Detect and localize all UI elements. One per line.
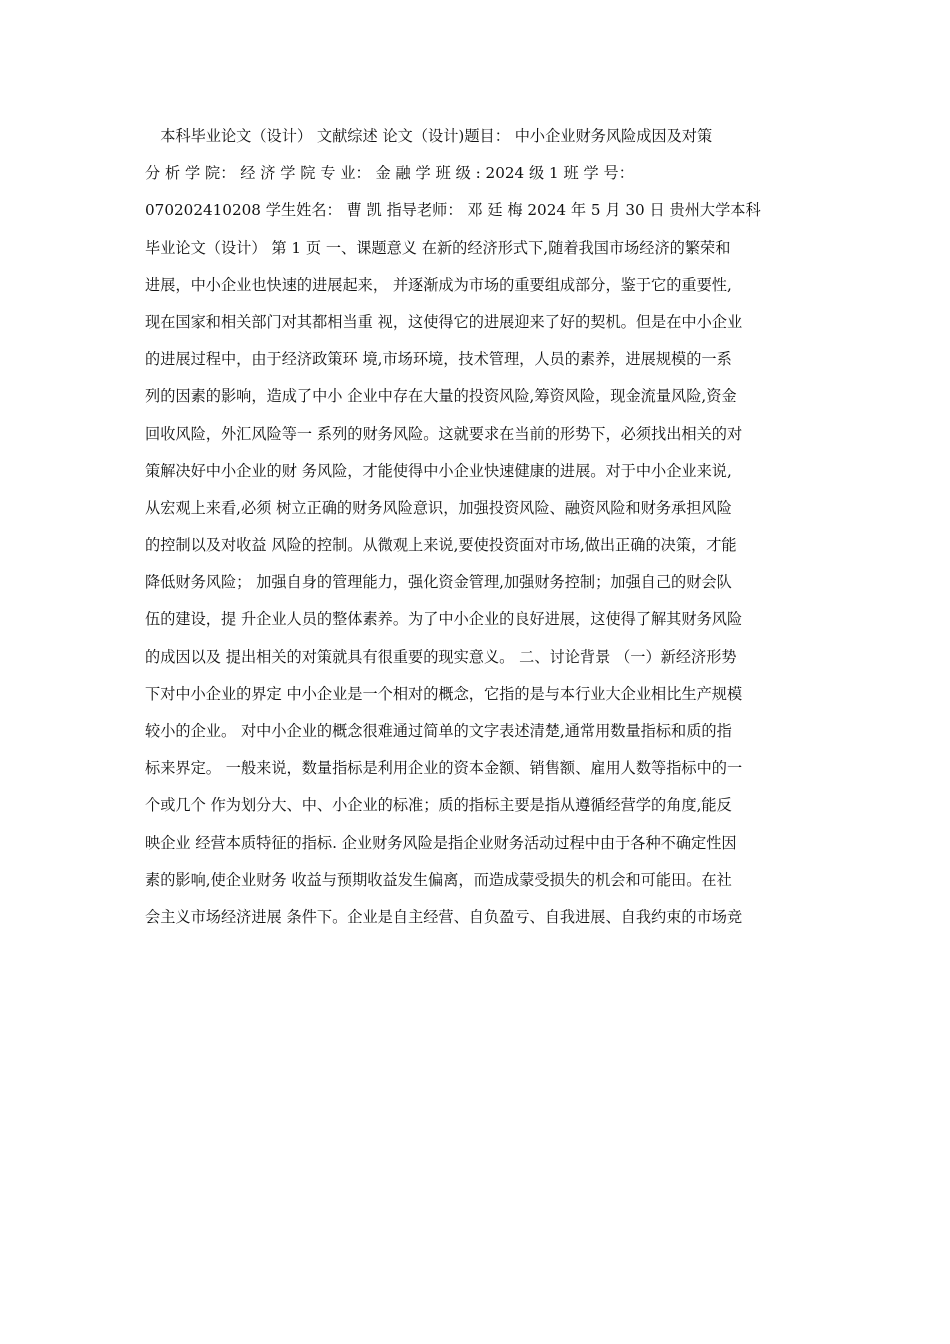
text-line: 回收风险，外汇风险等一 系列的财务风险。这就要求在当前的形势下，必须找出相关的对 xyxy=(145,424,743,443)
text-line: 的控制以及对收益 风险的控制。从微观上来说,要使投资面对市场,做出正确的决策，才能 xyxy=(145,536,737,555)
text-line: 策解决好中小企业的财 务风险，才能使得中小企业快速健康的进展。对于中小企业来说, xyxy=(145,461,732,480)
text-line: 的成因以及 提出相关的对策就具有很重要的现实意义。 二、讨论背景 （一）新经济形势 xyxy=(145,647,737,666)
text-line: 标来界定。 一般来说，数量指标是利用企业的资本金额、销售额、雇用人数等指标中的一 xyxy=(145,759,743,778)
text-line: 070202410208 学生姓名： 曹 凯 指导老师： 邓 廷 梅 2024 年 5 月 30 日 贵州大学本科 xyxy=(145,201,761,220)
text-line: 下对中小企业的界定 中小企业是一个相对的概念，它指的是与本行业大企业相比生产规模 xyxy=(145,684,743,703)
body-text xyxy=(145,118,805,936)
text-line: 映企业 经营本质特征的指标. 企业财务风险是指企业财务活动过程中由于各种不确定性因 xyxy=(145,833,737,852)
text-line: 分 析 学 院： 经 济 学 院 专 业： 金 融 学 班 级 : 2024 级 1 班 学 号： xyxy=(145,164,634,183)
text-line: 从宏观上来看,必须 树立正确的财务风险意识，加强投资风险、融资风险和财务承担风险 xyxy=(145,498,732,517)
text-line: 个或几个 作为划分大、中、小企业的标准；质的指标主要是指从遵循经营学的角度,能反 xyxy=(145,796,732,815)
text-line: 素的影响,使企业财务 收益与预期收益发生偏离，而造成蒙受损失的机会和可能田。在社 xyxy=(145,870,732,889)
text-line: 列的因素的影响，造成了中小 企业中存在大量的投资风险,筹资风险，现金流量风险,资金 xyxy=(145,387,737,406)
text-line: 毕业论文（设计） 第 1 页 一、课题意义 在新的经济形式下,随着我国市场经济的繁荣和 xyxy=(145,238,731,257)
text-line: 的进展过程中，由于经济政策环 境,市场环境，技术管理，人员的素养，进展规模的一系 xyxy=(145,350,732,369)
text-line: 较小的企业。 对中小企业的概念很难通过简单的文字表述清楚,通常用数量指标和质的指 xyxy=(145,722,732,740)
text-line: 会主义市场经济进展 条件下。企业是自主经营、自负盈亏、自我进展、自我约束的市场竞 xyxy=(145,907,743,926)
text-line: 本科毕业论文（设计） 文献综述 论文（设计)题目： 中小企业财务风险成因及对策 xyxy=(145,127,713,145)
text-line: 现在国家和相关部门对其都相当重 视，这使得它的进展迎来了好的契机。但是在中小企业 xyxy=(145,312,743,331)
text-line: 降低财务风险； 加强自身的管理能力，强化资金管理,加强财务控制；加强自己的财会队 xyxy=(145,573,732,592)
text-line: 进展，中小企业也快速的进展起来， 并逐渐成为市场的重要组成部分，鉴于它的重要性, xyxy=(145,275,732,294)
text-line: 伍的建设，提 升企业人员的整体素养。为了中小企业的良好进展，这使得了解其财务风险 xyxy=(145,610,743,629)
